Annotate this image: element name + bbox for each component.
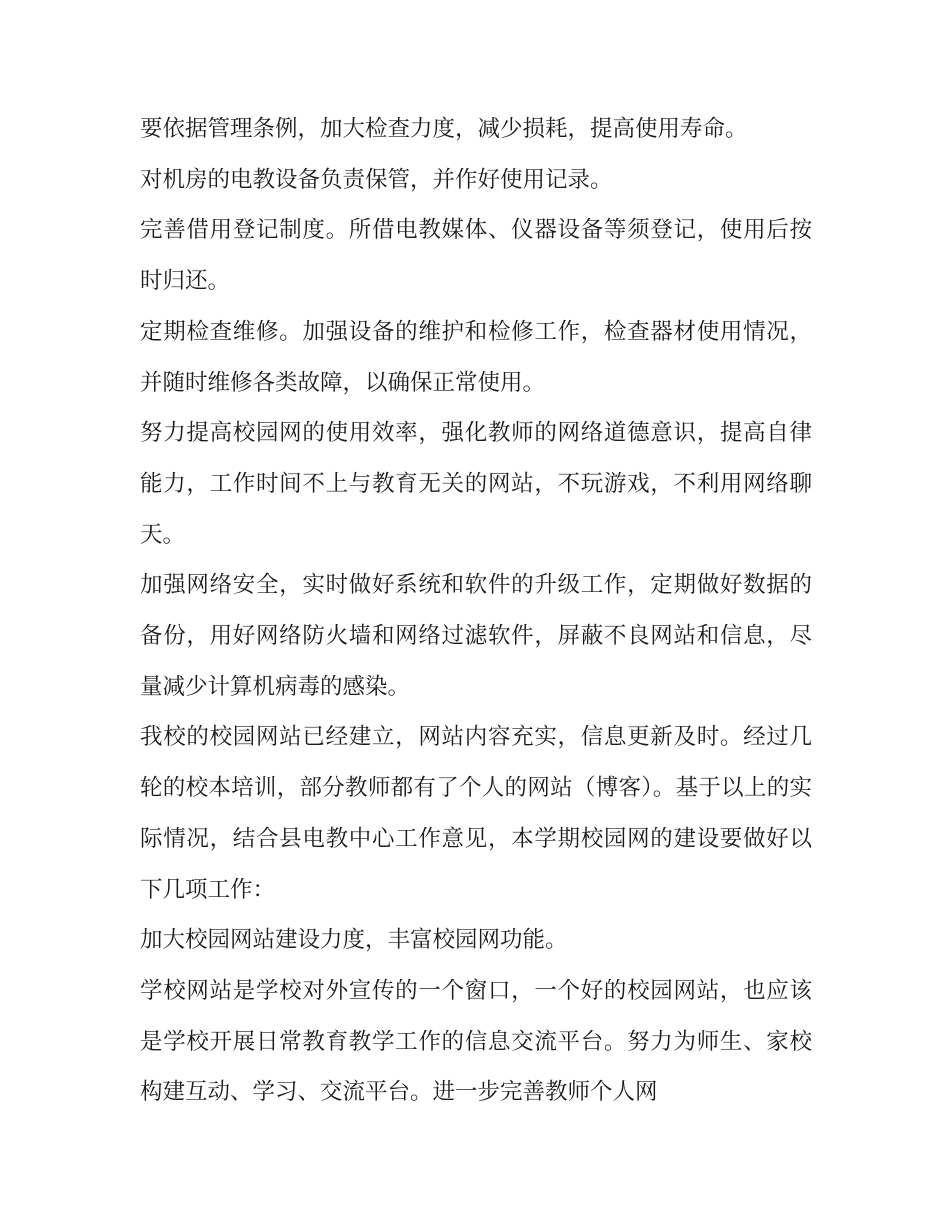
paragraph-1: 要依据管理条例，加大检查力度，减少损耗，提高使用寿命。 — [140, 116, 748, 142]
paragraph-3: 完善借用登记制度。所借电教媒体、仪器设备等须登记，使用后按时归还。 — [140, 217, 812, 295]
document-body — [140, 104, 812, 1118]
paragraph-2: 对机房的电教设备负责保管，并作好使用记录。 — [140, 166, 613, 193]
paragraph-6: 加强网络安全，实时做好系统和软件的升级工作，定期做好数据的备份，用好网络防火墙和网络过滤软件，屏蔽不良网站和信息，尽量减少计算机病毒的感染。 — [140, 572, 812, 700]
paragraph-5: 努力提高校园网的使用效率，强化教师的网络道德意识，提高自律能力，工作时间不上与教育无关的网站，不玩游戏，不利用网络聊天。 — [140, 420, 812, 548]
paragraph-9: 学校网站是学校对外宣传的一个窗口，一个好的校园网站，也应该是学校开展日常教育教学工作的信息交流平台。努力为师生、家校构建互动、学习、交流平台。进一步完善教师个人网 — [140, 977, 812, 1106]
paragraph-8: 加大校园网站建设力度，丰富校园网功能。 — [140, 927, 568, 954]
paragraph-7: 我校的校园网站已经建立，网站内容充实，信息更新及时。经过几轮的校本培训，部分教师都有了个人的网站（博客）。基于以上的实际情况，结合县电教中心工作意见，本学期校园网的建设要做好以下几项工作： — [140, 724, 812, 903]
paragraph-4: 定期检查维修。加强设备的维护和检修工作，检查器材使用情况，并随时维修各类故障，以确保正常使用。 — [140, 318, 812, 396]
